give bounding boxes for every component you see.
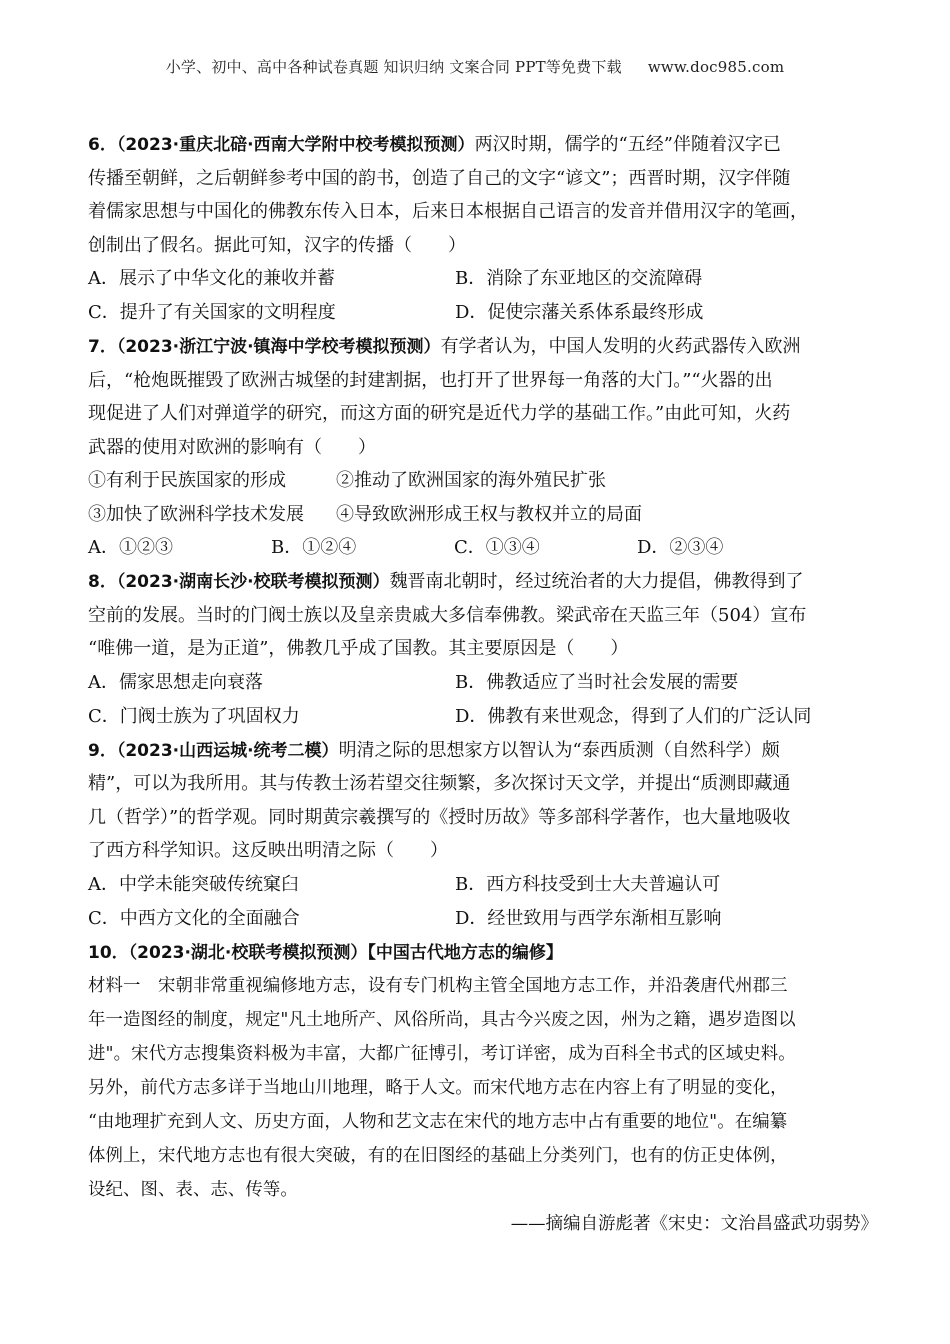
page-header — [0, 56, 950, 77]
question-6 — [88, 128, 878, 330]
question-7-option-a: A．①②③ — [88, 537, 173, 558]
question-9-head: 9．（2023·山西运城·统考二模） — [88, 740, 339, 761]
question-7-statement-1: ①有利于民族国家的形成 — [88, 470, 286, 491]
question-8-head: 8．（2023·湖南长沙·校联考模拟预测） — [88, 572, 390, 592]
question-8 — [88, 565, 878, 734]
material-line-6: 体例上，宋代地方志也有很大突破，有的在旧图经的基础上分类列门，也有的仿正史体例， — [88, 1146, 788, 1166]
material-line-3: 进"。宋代方志搜集资料极为丰富，大都广征博引，考订详密，成为百科全书式的区域史料。 — [88, 1044, 796, 1064]
material-source: ——摘编自游彪著《宋史：文治昌盛武功弱势》 — [510, 1214, 878, 1234]
question-9-option-a: A．中学未能突破传统窠臼 — [88, 873, 299, 895]
question-9-line-2: 精”，可以为我所用。其与传教士汤若望交往频繁，多次探讨天文学，并提出“质测即藏通 — [88, 773, 791, 794]
question-7-line-1: 有学者认为，中国人发明的火药武器传入欧洲 — [440, 336, 801, 357]
question-7-statement-4: ④导致欧洲形成王权与教权并立的局面 — [336, 503, 642, 525]
question-8-option-b: B．佛教适应了当时社会发展的需要 — [455, 671, 739, 693]
question-9-line-4: 了西方科学知识。这反映出明清之际（ ） — [88, 840, 448, 861]
question-7-line-3: 现促进了人们对弹道学的研究，而这方面的研究是近代力学的基础工作。”由此可知，火药 — [88, 403, 791, 424]
question-9-line-3: 几（哲学）”的哲学观。同时期黄宗羲撰写的《授时历故》等多部科学著作，也大量地吸收 — [88, 806, 791, 828]
question-7-option-c: C．①③④ — [454, 537, 540, 558]
question-7-option-b: B．①②④ — [271, 537, 357, 558]
question-8-line-2: 空前的发展。当时的门阀士族以及皇亲贵戚大多信奉佛教。梁武帝在天监三年（504）宣布 — [88, 604, 807, 626]
question-6-line-1: 两汉时期，儒学的“五经”伴随着汉字已 — [474, 134, 781, 155]
material-line-5: “由地理扩充到人文、历史方面，人物和艺文志在宋代的地方志中占有重要的地位"。在编纂 — [88, 1112, 788, 1132]
question-7-line-2: 后，“枪炮既摧毁了欧洲古城堡的封建割据，也打开了世界每一角落的大门。”“火器的出 — [88, 369, 773, 391]
question-6-line-3: 着儒家思想与中国化的佛教东传入日本，后来日本根据自己语言的发音并借用汉字的笔画， — [88, 201, 808, 222]
question-9-option-d: D．经世致用与西学东渐相互影响 — [455, 907, 722, 929]
material-line-1: 材料一 宋朝非常重视编修地方志，设有专门机构主管全国地方志工作，并沿袭唐代州郡三 — [88, 976, 788, 996]
question-6-option-b: B．消除了东亚地区的交流障碍 — [455, 268, 703, 289]
question-8-line-3: “唯佛一道，是为正道”，佛教几乎成了国教。其主要原因是（ ） — [88, 638, 629, 659]
question-9-option-b: B．西方科技受到士大夫普遍认可 — [455, 873, 721, 895]
question-10-material — [88, 969, 878, 1241]
question-8-option-c: C．门阀士族为了巩固权力 — [88, 705, 300, 727]
question-9-option-c: C．中西方文化的全面融合 — [88, 907, 300, 929]
question-9-line-1: 明清之际的思想家方以智认为“泰西质测（自然科学）颇 — [338, 739, 780, 761]
question-8-line-1: 魏晋南北朝时，经过统治者的大力提倡，佛教得到了 — [389, 571, 804, 592]
question-6-option-c: C．提升了有关国家的文明程度 — [88, 302, 336, 323]
material-line-7: 设纪、图、表、志、传等。 — [88, 1180, 298, 1200]
question-6-line-4: 创制出了假名。据此可知，汉字的传播（ ） — [88, 234, 466, 256]
question-6-line-2: 传播至朝鲜，之后朝鲜参考中国的韵书，创造了自己的文字“谚文”；西晋时期，汉字伴随 — [88, 167, 791, 189]
document-body — [88, 128, 878, 1241]
question-7-line-4: 武器的使用对欧洲的影响有（ ） — [88, 436, 376, 458]
material-line-4: 另外，前代方志多详于当地山川地理，略于人文。而宋代地方志在内容上有了明显的变化， — [88, 1078, 788, 1098]
question-10-head: 10．（2023·湖北·校联考模拟预测）【中国古代地方志的编修】 — [88, 942, 563, 963]
question-6-option-d: D．促使宗藩关系体系最终形成 — [455, 302, 704, 323]
header-site: www.doc985.com — [647, 58, 785, 76]
question-9 — [88, 734, 878, 936]
question-6-head: 6．（2023·重庆北碚·西南大学附中校考模拟预测） — [88, 135, 475, 155]
question-7-option-d: D．②③④ — [637, 537, 724, 558]
question-7-statement-2: ②推动了欧洲国家的海外殖民扩张 — [336, 470, 606, 491]
question-10 — [88, 936, 878, 1242]
material-line-2: 年一造图经的制度，规定"凡土地所产、风俗所尚，具古今兴废之因，州为之籍，遇岁造图以 — [88, 1010, 796, 1030]
question-8-option-d: D．佛教有来世观念，得到了人们的广泛认同 — [455, 705, 812, 727]
question-7-statement-3: ③加快了欧洲科学技术发展 — [88, 503, 304, 525]
header-text: 小学、初中、高中各种试卷真题 知识归纳 文案合同 PPT等免费下载 — [165, 58, 622, 76]
question-6-option-a: A．展示了中华文化的兼收并蓄 — [88, 268, 335, 289]
question-7-head: 7．（2023·浙江宁波·镇海中学校考模拟预测） — [88, 337, 441, 357]
question-7 — [88, 330, 878, 565]
question-8-option-a: A．儒家思想走向衰落 — [88, 671, 263, 693]
